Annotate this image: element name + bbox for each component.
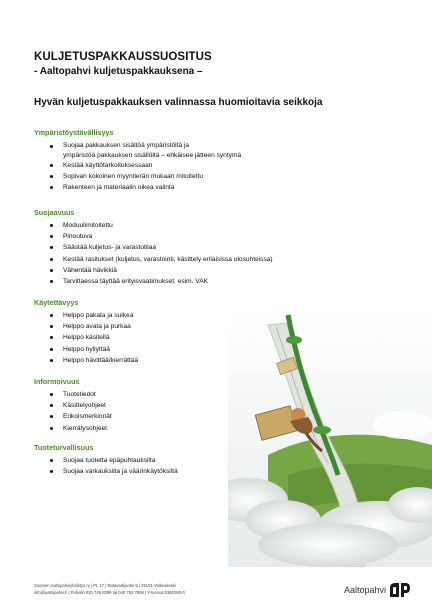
section-title: Tuoteturvallisuus xyxy=(34,443,94,452)
list-item: Tarvittaessa täyttää erityisvaatimukset, esim. VAK xyxy=(34,276,334,287)
list-item: Helppo pakata ja sulkea xyxy=(34,310,334,321)
list-item: Säästää kuljetus- ja varastotilaa xyxy=(34,242,334,253)
list-item: Suojaa tuotetta epäpuhtauksilta xyxy=(34,455,334,466)
leaf xyxy=(313,426,331,434)
logo-mark-icon xyxy=(389,582,411,598)
list-item: Helppo hyllyttää xyxy=(34,344,334,355)
list-item: Suojaa varkauksilta ja väärinkäytöksiltä xyxy=(34,466,334,477)
section-title: Käytettävyys xyxy=(34,298,79,307)
list-item: Helppo hävittää/kierrättää xyxy=(34,355,334,366)
beanstalk-illustration xyxy=(228,305,432,567)
list-item: Sopivan kokoinen myyntierän mukaan mitoitettu xyxy=(34,171,334,182)
list-item: Helppo käsitellä xyxy=(34,332,334,343)
document-heading: Hyvän kuljetuspakkauksen valinnassa huomioitavia seikkoja xyxy=(34,97,323,108)
section-title: Suojaavuus xyxy=(34,208,75,217)
list-item: Rakenteen ja materiaalin oikea valinta xyxy=(34,182,334,193)
leaf xyxy=(286,336,302,344)
section-protection xyxy=(34,208,334,287)
aaltopahvi-logo xyxy=(344,582,411,598)
list-item: Helppo avata ja purkaa xyxy=(34,321,334,332)
list-item: Pinoutuva xyxy=(34,231,334,242)
section-environment xyxy=(34,128,334,194)
footer xyxy=(34,583,185,596)
list-item: Vähentää hävikkiä xyxy=(34,265,334,276)
list-item: Kestää rasitukset (kuljetus, varastointi, käsittely erilaisissa olosuhteissa) xyxy=(34,254,334,265)
list-item: Moduulimitoitettu xyxy=(34,220,334,231)
footer-address: Suomen Aaltopahviyhdistys ry | PL 17 | Ratavartijantie 5 | 25101 Valkeakoski xyxy=(34,583,176,588)
list-item: Käsittelyohjeet xyxy=(34,400,334,411)
document-title: KULJETUSPAKKAUSSUOSITUS xyxy=(34,51,212,63)
list-item: Erikoismerkinnät xyxy=(34,411,334,422)
document-subtitle: - Aaltopahvi kuljetuspakkauksena – xyxy=(34,66,203,77)
list-item: Kierrätysohjeet xyxy=(34,423,334,434)
list-item: Kestää käyttötarkoituksessaan xyxy=(34,160,334,171)
list-item: Suojaa pakkauksen sisältöä ympäristöltä ja xyxy=(34,141,334,151)
list-item: Tuotetiedot xyxy=(34,389,334,400)
section-title: Ympäristöystävällisyys xyxy=(34,128,114,137)
logo-text: Aaltopahvi xyxy=(344,585,387,595)
footer-contact: info@aaltopahvi.fi | Puhelin 020 749 8399 tai 040 752 7888 | Y-tunnus 0360380-0 xyxy=(34,589,185,595)
section-title: Informoivuus xyxy=(34,377,80,386)
list-item-continuation: ympäristöä pakkauksen sisällöltä – ehkäisee jätteen syntymä xyxy=(63,152,242,159)
